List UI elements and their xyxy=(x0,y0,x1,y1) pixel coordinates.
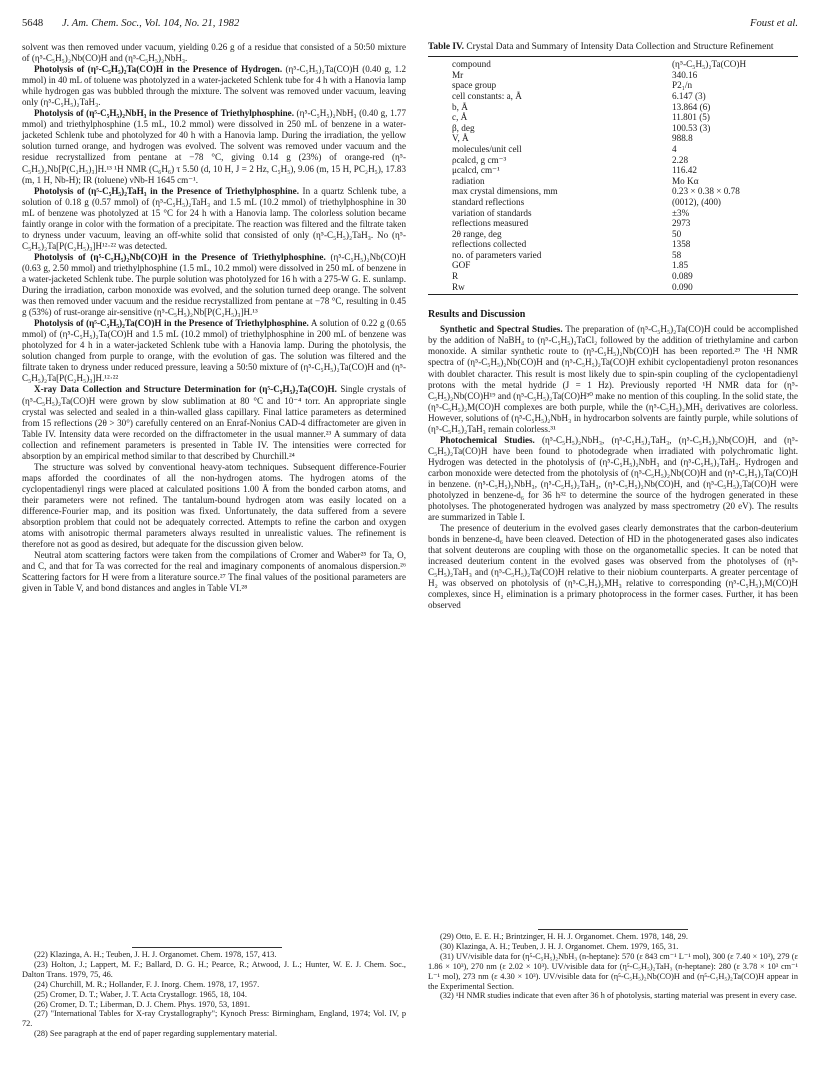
table-param: variation of standards xyxy=(452,207,532,218)
left-column xyxy=(22,42,406,594)
paragraph-heading: Photolysis of (η⁵-C₅H₅)₂Ta(CO)H in the Presence of Triethylphosphine. xyxy=(34,318,309,329)
table-param: Rw xyxy=(452,281,465,292)
table-row xyxy=(428,102,798,113)
table-param: space group xyxy=(452,80,497,91)
table-bottom-rule xyxy=(428,294,798,295)
paragraph-text: (η⁵-C₅H₅)₂Ta(CO)H (0.40 g, 1.2 mmol) in 40 mL of toluene was photolyzed in a water-jacketed Schlenk tube for 4 h with a Hanovia lamp while hydrogen gas was bubbled through the mixture. The solvent was removed under vacuum, leaving only (η⁵-C₅H₅)₂TaH₃. xyxy=(22,64,406,108)
running-authors: Foust et al. xyxy=(750,18,798,29)
table-row xyxy=(428,260,798,271)
footnote: (31) UV/visible data for (η⁵-C₅H₅)₂NbH₃ (n-heptane): 570 (ε 843 cm⁻¹ L⁻¹ mol), 300 (ε 7.40 × 10³), 279 (ε 1.86 × 10³), 270 nm (ε 2.02 × 10³). UV/visible data for (η⁵-C₅H₅)₂TaH₃ (n-heptane): 280 (ε 3.78 × 10³ cm⁻¹ L⁻¹ mol), 273 nm (ε 4.30 × 10³). UV/visible data for (η⁵-C₅H₅)₂Nb(CO)H and (η⁵-C₅H₅)₂Ta(CO)H appear in the Experimental Section. xyxy=(428,951,798,991)
table-value: 1.85 xyxy=(672,260,689,271)
paragraph-text: The structure was solved by conventional heavy-atom techniques. Subsequent difference-Fourier maps afforded the coordinates of all the non-hydrogen atoms. The hydrogen atoms of the cyclopentadienyl rings were placed at calculated positions 1.00 Å from the bonded carbon atoms, and their parameters were not refined. The tantalum-bound hydrogen atom was easily located on a difference-Fourier map, and its position was fixed. Unfortunately, the data suffered from a severe absorption problem that could not be adequately corrected. Attempts to refine the carbon and oxygen atoms with anisotropic thermal parameters always resulted in unrealistic values. The refinement is therefore not as good as desired, but adequate for the discussion given below. xyxy=(22,461,406,550)
table-row xyxy=(428,144,798,155)
table-row xyxy=(428,155,798,166)
table-param: molecules/unit cell xyxy=(452,143,522,154)
footnote: (32) ¹H NMR studies indicate that even after 36 h of photolysis, starting material was present in every case. xyxy=(440,991,797,1001)
table-value: 6.147 (3) xyxy=(672,90,706,101)
paragraph-text: solvent was then removed under vacuum, yielding 0.26 g of a residue that consisted of a 50:50 mixture of (η⁵-C₅H₅)₂Nb(CO)H and (η⁵-C₅H₅)₂NbH₃. xyxy=(22,42,406,64)
paragraph xyxy=(428,324,798,434)
table-row xyxy=(428,176,798,187)
table-param: Mr xyxy=(452,69,464,80)
table-value: 116.42 xyxy=(672,165,697,176)
table-row xyxy=(428,59,798,70)
table-value: 13.864 (6) xyxy=(672,101,711,112)
table-row xyxy=(428,186,798,197)
table-row xyxy=(428,70,798,81)
paragraph-heading: Photolysis of (η⁵-C₅H₅)₂Ta(CO)H in the Presence of Hydrogen. xyxy=(34,64,283,75)
table-param: V, Å xyxy=(452,133,469,144)
table-param: b, Å xyxy=(452,101,468,112)
table-row xyxy=(428,197,798,208)
footnotes-right xyxy=(428,929,798,1001)
footnotes-left xyxy=(22,947,406,1039)
right-column xyxy=(428,42,798,612)
table-row xyxy=(428,229,798,240)
table-value: 2973 xyxy=(672,218,691,229)
table-value: P2₁/n xyxy=(672,80,693,91)
table-row xyxy=(428,91,798,102)
table-row xyxy=(428,250,798,261)
paragraph-text: (η⁵-C₅H₅)₂Nb(CO)H (0.63 g, 2.50 mmol) and triethylphosphine (1.5 mL, 10.2 mmol) were dissolved in 250 mL of benzene in a water-jacketed Schlenk tube. The purple solution was photolyzed for 16 h with a 275-W G. E. sunlamp. During the irradiation, carbon monoxide was evolved, and the solution turned deep orange. The solvent was then removed under vacuum and the residue recrystallized from pentane at −78 °C, resulting in 0.45 g (53%) of rust-orange air-sensitive (η⁵-C₅H₅)₂Nb[P(C₂H₅)₃]H.¹³ xyxy=(22,251,406,318)
paragraph-text: (η⁵-C₅H₅)₂NbH₃ (0.40 g, 1.77 mmol) and triethylphosphine (1.5 mL, 10.2 mmol) were dissolved in 250 mL of benzene in a water-jacketed Schlenk tube and photolyzed for 40 h with a Hanovia lamp. During the irradiation, the yellow solution turned orange, and hydrogen was evolved. The solvent was removed under vacuum and the residue recrystallized from pentane at −78 °C, giving 0.14 g (23%) of orange-red (η⁵-C₅H₅)₂Nb[P(C₂H₅)₃]H.¹³ ¹H NMR (C₆H₆) τ 5.50 (d, 10 H, J = 2 Hz, C₅H₅), 9.06 (m, 15 H, PC₂H₅), 17.83 (m, 1 H, Nb-H); IR (toluene) νNb-H 1645 cm⁻¹. xyxy=(22,108,407,185)
table-value: 0.089 xyxy=(672,271,693,282)
table-value: 1358 xyxy=(672,239,691,250)
footnote: (28) See paragraph at the end of paper regarding supplementary material. xyxy=(34,1029,278,1039)
paragraph-heading: Synthetic and Spectral Studies. xyxy=(440,324,563,335)
table-row xyxy=(428,239,798,250)
table-param: cell constants: a, Å xyxy=(452,90,522,101)
footnote-rule xyxy=(538,929,688,930)
paragraph xyxy=(22,252,406,318)
table-row xyxy=(428,123,798,134)
table-value: 50 xyxy=(672,228,682,239)
table-param: c, Å xyxy=(452,112,468,123)
paragraph xyxy=(22,108,406,185)
table-value: 2.28 xyxy=(672,154,689,165)
paragraph-heading: Photochemical Studies. xyxy=(440,434,535,445)
table-row xyxy=(428,282,798,293)
paragraph xyxy=(22,64,406,108)
crystal-data-table xyxy=(428,59,798,292)
journal-citation: J. Am. Chem. Soc., Vol. 104, No. 21, 1982 xyxy=(62,18,240,29)
table-value: ±3% xyxy=(672,207,690,218)
table-row xyxy=(428,133,798,144)
footnote: (23) Holton, J.; Lappert, M. F.; Ballard, D. G. H.; Pearce, R.; Atwood, J. L.; Hunter, W. E. J. Chem. Soc., Dalton Trans. 1979, 75, 46. xyxy=(22,959,406,979)
paragraph xyxy=(22,42,406,64)
table-value: (0012), (400) xyxy=(672,196,721,207)
table-row xyxy=(428,218,798,229)
paragraph-text: A solution of 0.22 g (0.65 mmol) of (η⁵-C₅H₅)₂Ta(CO)H and 1.5 mL (10.2 mmol) of triethylphosphine in 200 mL of benzene was photolyzed for 4 h in a water-jacketed Schlenk tube with a Hanovia lamp. During the photolysis, the solution changed from purple to orange, with the evolution of gas. The solution was filtered and the filtrate taken to dryness under reduced pressure, leaving a 50:50 mixture of (η⁵-C₅H₅)₂Ta(CO)H and (η⁵-C₅H₅)₂Ta[P(C₂H₅)₃]H.¹²·²² xyxy=(22,318,406,384)
table-caption xyxy=(428,42,798,53)
footnote: (26) Cromer, D. T.; Liberman, D. J. Chem. Phys. 1970, 53, 1891. xyxy=(34,999,250,1009)
table-param: μcalcd, cm⁻¹ xyxy=(452,165,500,176)
table-param: reflections collected xyxy=(452,239,527,250)
footnote: (22) Klazinga, A. H.; Teuben, J. H. J. Organomet. Chem. 1978, 157, 413. xyxy=(34,950,277,959)
paragraph-text: (η⁵-C₅H₅)₂NbH₃, (η⁵-C₅H₅)₂TaH₃, (η⁵-C₅H₅)₂Nb(CO)H, and (η⁵-C₅H₅)₂Ta(CO)H have been found to photodegrade when irradiated with polychromatic light. Hydrogen was detected in the photolysis of (η⁵-C₅H₅)₂NbH₃ and (η⁵-C₅H₅)₂TaH₃. Hydrogen and carbon monoxide were detected from the photolysis of (η⁵-C₅H₅)₂Nb(CO)H and (η⁵-C₅H₅)₂Ta(CO)H in benzene. (η⁵-C₅H₅)₂NbH₃, (η⁵-C₅H₅)₂TaH₃, (η⁵-C₅H₅)₂Nb(CO)H, and (η⁵-C₅H₅)₂Ta(CO)H were photolyzed in benzene-d₆ for 36 h³² to determine the source of the hydrogen generated in these photolyses. The photogenerated hydrogen was analyzed by mass spectrometry (20 eV). The results are summarized in Table I. xyxy=(428,434,798,523)
table-caption-label: Table IV. xyxy=(428,42,464,52)
footnote: (27) "International Tables for X-ray Crystallography"; Kynoch Press: Birmingham, England, 1974; Vol. IV, p 72. xyxy=(22,1009,406,1029)
table-caption-text: Crystal Data and Summary of Intensity Data Collection and Structure Refinement xyxy=(463,42,774,52)
page-header xyxy=(22,18,798,36)
table-top-rule xyxy=(428,56,798,57)
paragraph-text: The preparation of (η⁵-C₅H₅)₂Ta(CO)H could be accomplished by the addition of NaBH₄ to (η⁵-C₅H₅)₂TaCl₂ followed by the addition of triethylamine and carbon monoxide. A similar synthetic route to (η⁵-C₅H₅)₂Nb(CO)H has been reported.²⁹ The ¹H NMR spectra of (η⁵-C₅H₅)₂Nb(CO)H and (η⁵-C₅H₅)₂Ta(CO)H exhibit cyclopentadienyl proton resonances with doublet character. This result is most likely due to spin-spin coupling of the cyclopentadienyl protons with the metal hydride (J = 1 Hz). Previously reported ¹H NMR data for (η⁵-C₅H₅)₂Nb(CO)H¹⁹ and (η⁵-C₅H₅)₂Ta(CO)H³⁰ make no mention of this coupling. In the solid state, the (η⁵-C₅H₅)₂M(CO)H complexes are both purple, while the (η⁵-C₅H₅)₂MH₃ derivatives are colorless. However, solutions of (η⁵-C₅H₅)₂NbH₃ in hydrocarbon solvents are faintly purple, while solutions of (η⁵-C₅H₅)₂TaH₃ remain colorless.³¹ xyxy=(428,324,798,434)
table-row xyxy=(428,112,798,123)
table-param: no. of parameters varied xyxy=(452,249,542,260)
paragraph xyxy=(22,318,406,384)
table-row xyxy=(428,80,798,91)
paragraph xyxy=(428,523,798,611)
table-param: ρcalcd, g cm⁻³ xyxy=(452,154,507,165)
paragraph-heading: Photolysis of (η⁵-C₅H₅)₂TaH₃ in the Presence of Triethylphosphine. xyxy=(34,185,299,196)
footnote: (30) Klazinga, A. H.; Teuben, J. H. J. Organomet. Chem. 1979, 165, 31. xyxy=(440,941,679,951)
section-title: Results and Discussion xyxy=(428,309,526,321)
table-param: β, deg xyxy=(452,122,475,133)
page-number: 5648 xyxy=(22,18,44,29)
paragraph xyxy=(22,550,406,594)
table-value: Mo Kα xyxy=(672,175,699,186)
table-param: GOF xyxy=(452,260,471,271)
paragraph-text: Neutral atom scattering factors were taken from the compilations of Cromer and Waber²⁵ for Ta, O, and C, and that for Ta was corrected for the real and imaginary components of anomalous dispersion.²⁶ Scattering factors for H were from a literature source.²⁷ The final values of the positional parameters are given in Table V, and bond distances and angles in Table VI.²⁸ xyxy=(22,550,406,594)
table-row xyxy=(428,271,798,282)
table-value: 4 xyxy=(672,143,677,154)
footnote: (24) Churchill, M. R.; Hollander, F. J. Inorg. Chem. 1978, 17, 1957. xyxy=(34,979,260,989)
table-param: standard reflections xyxy=(452,196,525,207)
table-param: max crystal dimensions, mm xyxy=(452,186,558,197)
paragraph-text: The presence of deuterium in the evolved gases clearly demonstrates that the carbon-deuterium bonds in benzene-d₆ have been cleaved. Detection of HD in the photogenerated gases also indicates that solvent deuterons are coupling with those on the organometallic species. It can be noted that increased deuterium content in the evolved gases was observed from the photolyses of (η⁵-C₅H₅)₂TaH₃ and (η⁵-C₅H₅)₂Ta(CO)H relative to their niobium counterparts. A greater percentage of H₂ was observed on photolysis of (η⁵-C₅H₅)₂MH₃ relative to corresponding (η⁵-C₅H₅)₂M(CO)H complexes, since H₂ elimination is a primary photoprocess in the former cases. Further, it has been observed xyxy=(428,523,798,611)
table-param: compound xyxy=(452,59,491,70)
table-param: R xyxy=(452,271,459,282)
table-value: 0.23 × 0.38 × 0.78 xyxy=(672,186,740,197)
paragraph xyxy=(22,384,406,461)
right-paragraphs xyxy=(428,324,798,611)
footnote: (25) Cromer, D. T.; Waber, J. T. Acta Crystallogr. 1965, 18, 104. xyxy=(34,989,247,999)
footnote-rule xyxy=(132,947,282,948)
table-param: reflections measured xyxy=(452,218,529,229)
table-value: 11.801 (5) xyxy=(672,112,710,123)
table-value: 100.53 (3) xyxy=(672,122,711,133)
table-value: 0.090 xyxy=(672,281,693,292)
table-row xyxy=(428,165,798,176)
paragraph xyxy=(22,462,406,550)
paragraph xyxy=(22,186,406,252)
table-value: 58 xyxy=(672,249,682,260)
table-row xyxy=(428,208,798,219)
table-value: 988.8 xyxy=(672,133,693,144)
paragraph-heading: Photolysis of (η⁵-C₅H₅)₂Nb(CO)H in the Presence of Triethylphosphine. xyxy=(34,251,326,262)
table-value: 340.16 xyxy=(672,69,698,80)
paragraph-heading: X-ray Data Collection and Structure Determination for (η⁵-C₅H₅)₂Ta(CO)H. xyxy=(34,384,337,395)
paragraph xyxy=(428,435,798,523)
paragraph-text: Single crystals of (η⁵-C₅H₅)₂Ta(CO)H were grown by slow sublimation at 80 °C and 10⁻⁴ torr. An appropriate single crystal was selected and sealed in a thin-walled glass capillary. Final lattice parameters as determined from 15 reflections (2θ > 30°) carefully centered on an Enraf-Nonius CAD-4 diffractometer are given in Table IV. Intensity data were recorded on the diffractometer in the usual manner.²³ A summary of data collection and refinement parameters is presented in Table IV. The intensities were corrected for absorption by an empirical method similar to that described by Churchill.²⁴ xyxy=(22,384,406,461)
table-param: radiation xyxy=(452,175,485,186)
table-value: (η⁵-C₅H₅)₂Ta(CO)H xyxy=(672,59,747,70)
table-param: 2θ range, deg xyxy=(452,228,502,239)
paragraph-heading: Photolysis of (η⁵-C₅H₅)₂NbH₃ in the Presence of Triethylphosphine. xyxy=(34,108,294,119)
footnote: (29) Otto, E. E. H.; Brintzinger, H. H. J. Organomet. Chem. 1978, 148, 29. xyxy=(440,932,688,941)
paragraph-text: In a quartz Schlenk tube, a solution of 0.18 g (0.57 mmol) of (η⁵-C₅H₅)₂TaH₃ and 1.5 mL (10.2 mmol) of triethylphosphine in 30 mL of benzene was photolyzed at 15 °C for 24 h with a Hanovia lamp. The colorless solution became faintly orange in color with the formation of a precipitate. The reaction was filtered and the filtrate taken to dryness under vacuum, leaving an off-white solid that consisted of only (η⁵-C₅H₅)₂TaH₃. No (η⁵-C₅H₅)₂Ta[P(C₂H₅)₃]H¹²·²² was detected. xyxy=(22,185,406,251)
